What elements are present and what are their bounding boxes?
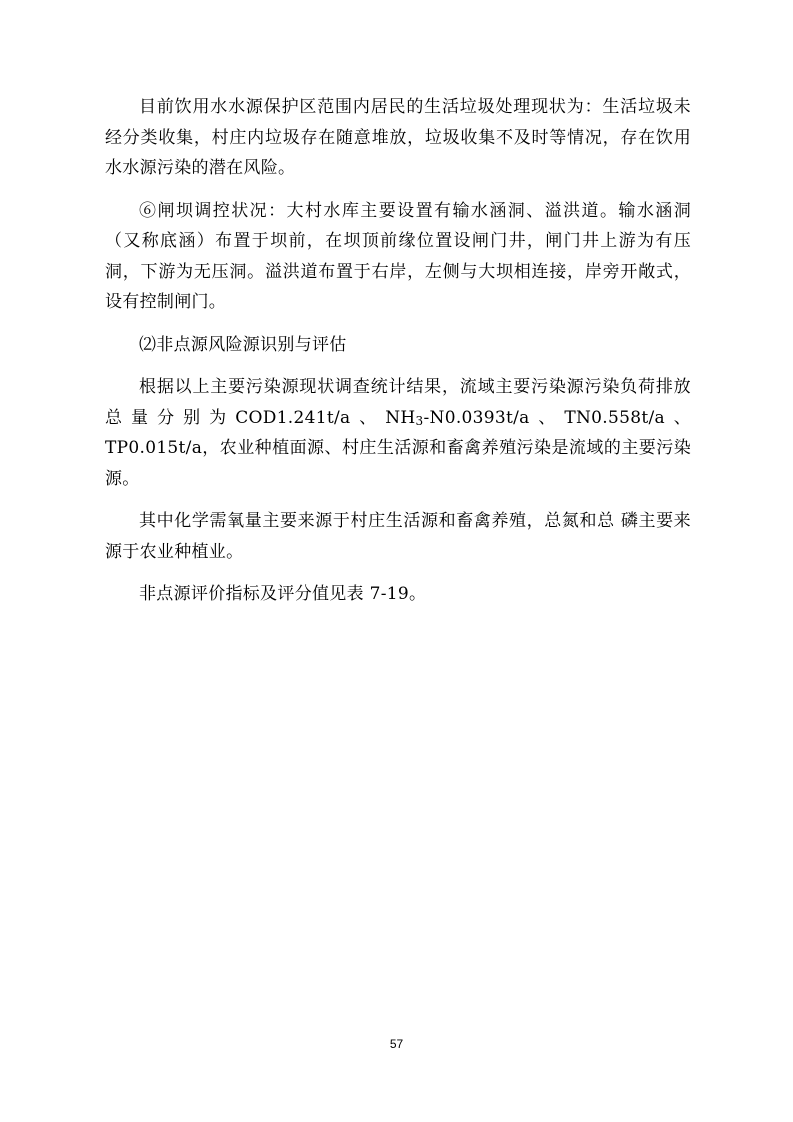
paragraph-pollution-sources: 其中化学需氧量主要来源于村庄生活源和畜禽养殖，总氮和总 磷主要来源于农业种植业。 xyxy=(105,511,691,562)
paragraph-garbage-status: 目前饮用水水源保护区范围内居民的生活垃圾处理现状为：生活垃圾未经分类收集，村庄内垃圾存在随意堆放，垃圾收集不及时等情况，存在饮用水水源污染的潜在风险。 xyxy=(105,97,691,178)
page-number: 57 xyxy=(389,1037,404,1051)
page-body xyxy=(105,92,691,622)
section-heading-nonpoint-source: ⑵非点源风险源识别与评估 xyxy=(139,334,347,355)
paragraph-table-reference: 非点源评价指标及评分值见表 7-19。 xyxy=(139,584,427,604)
pollution-load-text-part1: 根据以上主要污染源现状调查统计结果，流域主要污染源污染负荷排放总量分别为COD1.241t/a、NH xyxy=(105,377,691,428)
paragraph-pollution-load xyxy=(105,372,691,494)
paragraph-dam-control: ⑥闸坝调控状况：大村水库主要设置有输水涵洞、溢洪道。输水涵洞（又称底涵）布置于坝前，在坝顶前缘位置设闸门井，闸门井上游为有压洞，下游为无压洞。溢洪道布置于右岸，左侧与大坝相连接，岸旁开敞式，设有控制闸门。 xyxy=(105,200,691,312)
nh3-subscript: 3 xyxy=(415,413,424,428)
pollution-load-text-part2: -N0.0393t/a、TN0.558t/a、TP0.015t/a，农业种植面源、村庄生活源和畜禽养殖污染是流域的主要污染源。 xyxy=(105,407,691,489)
